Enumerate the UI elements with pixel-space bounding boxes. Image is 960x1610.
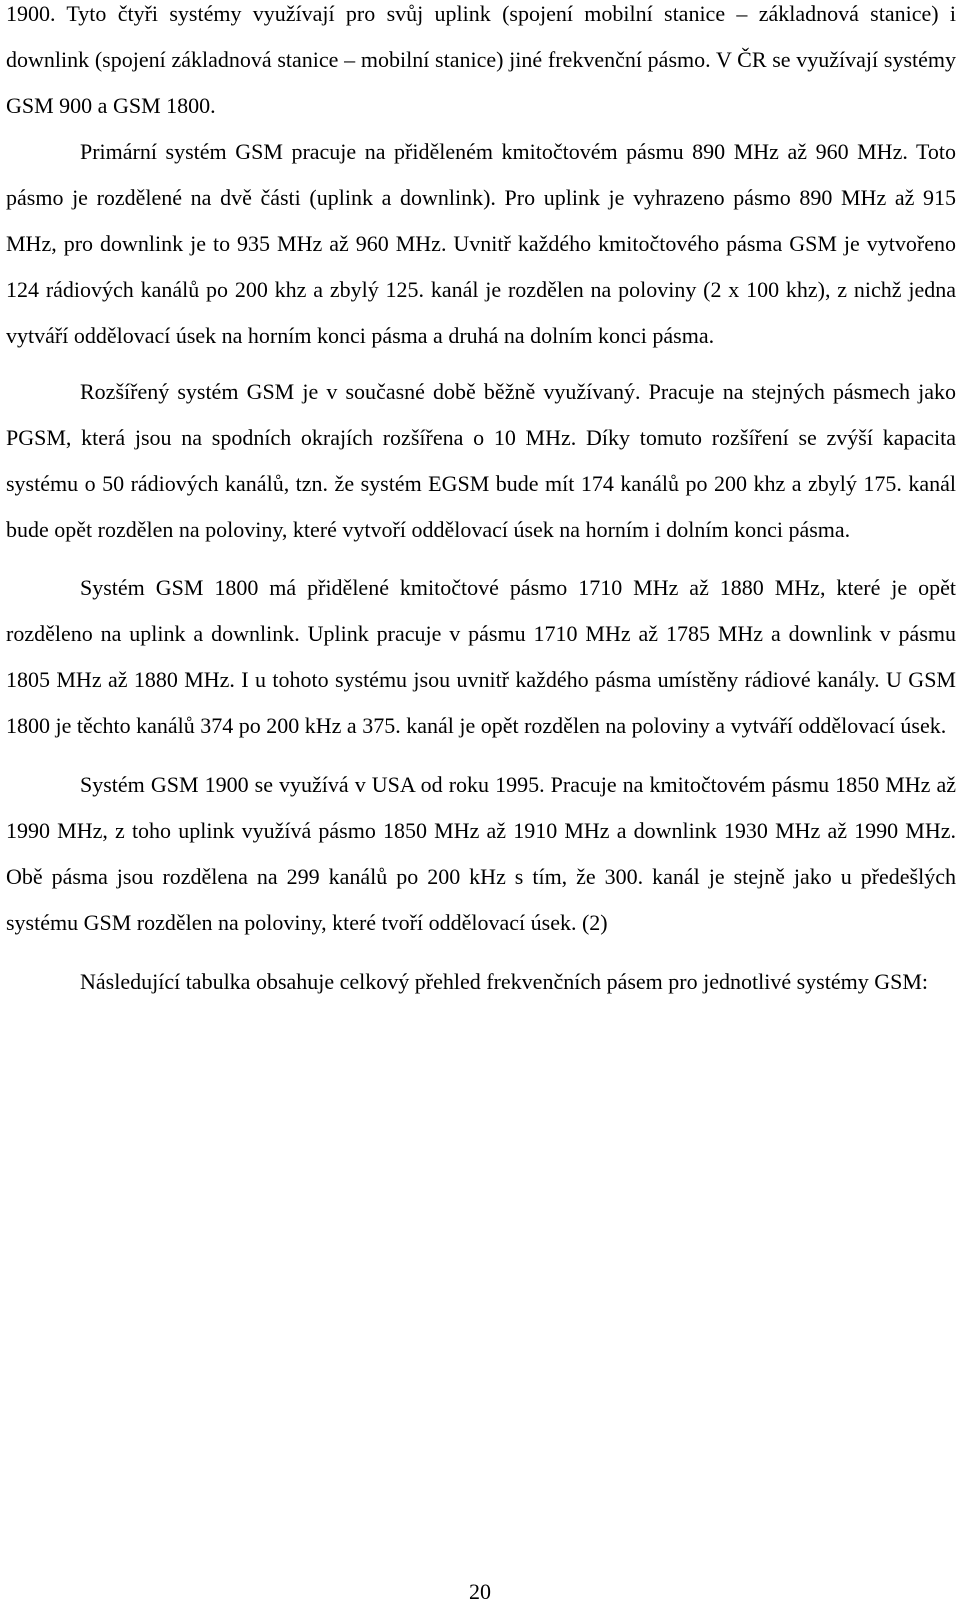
document-page (6, 0, 956, 1005)
paragraph-continuation: 1900. Tyto čtyři systémy využívají pro svůj uplink (spojení mobilní stanice – základnová stanice) i downlink (spojení základnová stanice – mobilní stanice) jiné frekvenční pásmo. V ČR se využívají systémy GSM 900 a GSM 1800. (6, 1, 956, 118)
paragraph-primary-gsm: Primární systém GSM pracuje na přiděleném kmitočtovém pásmu 890 MHz až 960 MHz. Toto pásmo je rozdělené na dvě části (uplink a downlink). Pro uplink je vyhrazeno pásmo 890 MHz až 915 MHz, pro downlink je to 935 MHz až 960 MHz. Uvnitř každého kmitočtového pásma GSM je vytvořeno 124 rádiových kanálů po 200 khz a zbylý 125. kanál je rozdělen na poloviny (2 x 100 khz), z nichž jedna vytváří oddělovací úsek na horním konci pásma a druhá na dolním konci pásma. (6, 139, 956, 348)
paragraph-gsm-1800: Systém GSM 1800 má přidělené kmitočtové pásmo 1710 MHz až 1880 MHz, které je opět rozděleno na uplink a downlink. Uplink pracuje v pásmu 1710 MHz až 1785 MHz a downlink v pásmu 1805 MHz až 1880 MHz. I u tohoto systému jsou uvnitř každého pásma umístěny rádiové kanály. U GSM 1800 je těchto kanálů 374 po 200 kHz a 375. kanál je opět rozdělen na poloviny a vytváří oddělovací úsek. (6, 575, 956, 738)
paragraph-extended-gsm: Rozšířený systém GSM je v současné době běžně využívaný. Pracuje na stejných pásmech jako PGSM, která jsou na spodních okrajích rozšířena o 10 MHz. Díky tomuto rozšíření se zvýší kapacita systému o 50 rádiových kanálů, tzn. že systém EGSM bude mít 174 kanálů po 200 khz a zbylý 175. kanál bude opět rozdělen na poloviny, které vytvoří oddělovací úsek na horním i dolním konci pásma. (6, 379, 956, 542)
page-number: 20 (469, 1579, 491, 1604)
paragraph-gsm-1900: Systém GSM 1900 se využívá v USA od roku 1995. Pracuje na kmitočtovém pásmu 1850 MHz až 1990 MHz, z toho uplink využívá pásmo 1850 MHz až 1910 MHz a downlink 1930 MHz až 1990 MHz. Obě pásma jsou rozdělena na 299 kanálů po 200 kHz s tím, že 300. kanál je stejně jako u předešlých systému GSM rozdělen na poloviny, které tvoří oddělovací úsek. (2) (6, 772, 956, 935)
paragraph-table-intro: Následující tabulka obsahuje celkový přehled frekvenčních pásem pro jednotlivé systémy GSM: (80, 969, 928, 994)
